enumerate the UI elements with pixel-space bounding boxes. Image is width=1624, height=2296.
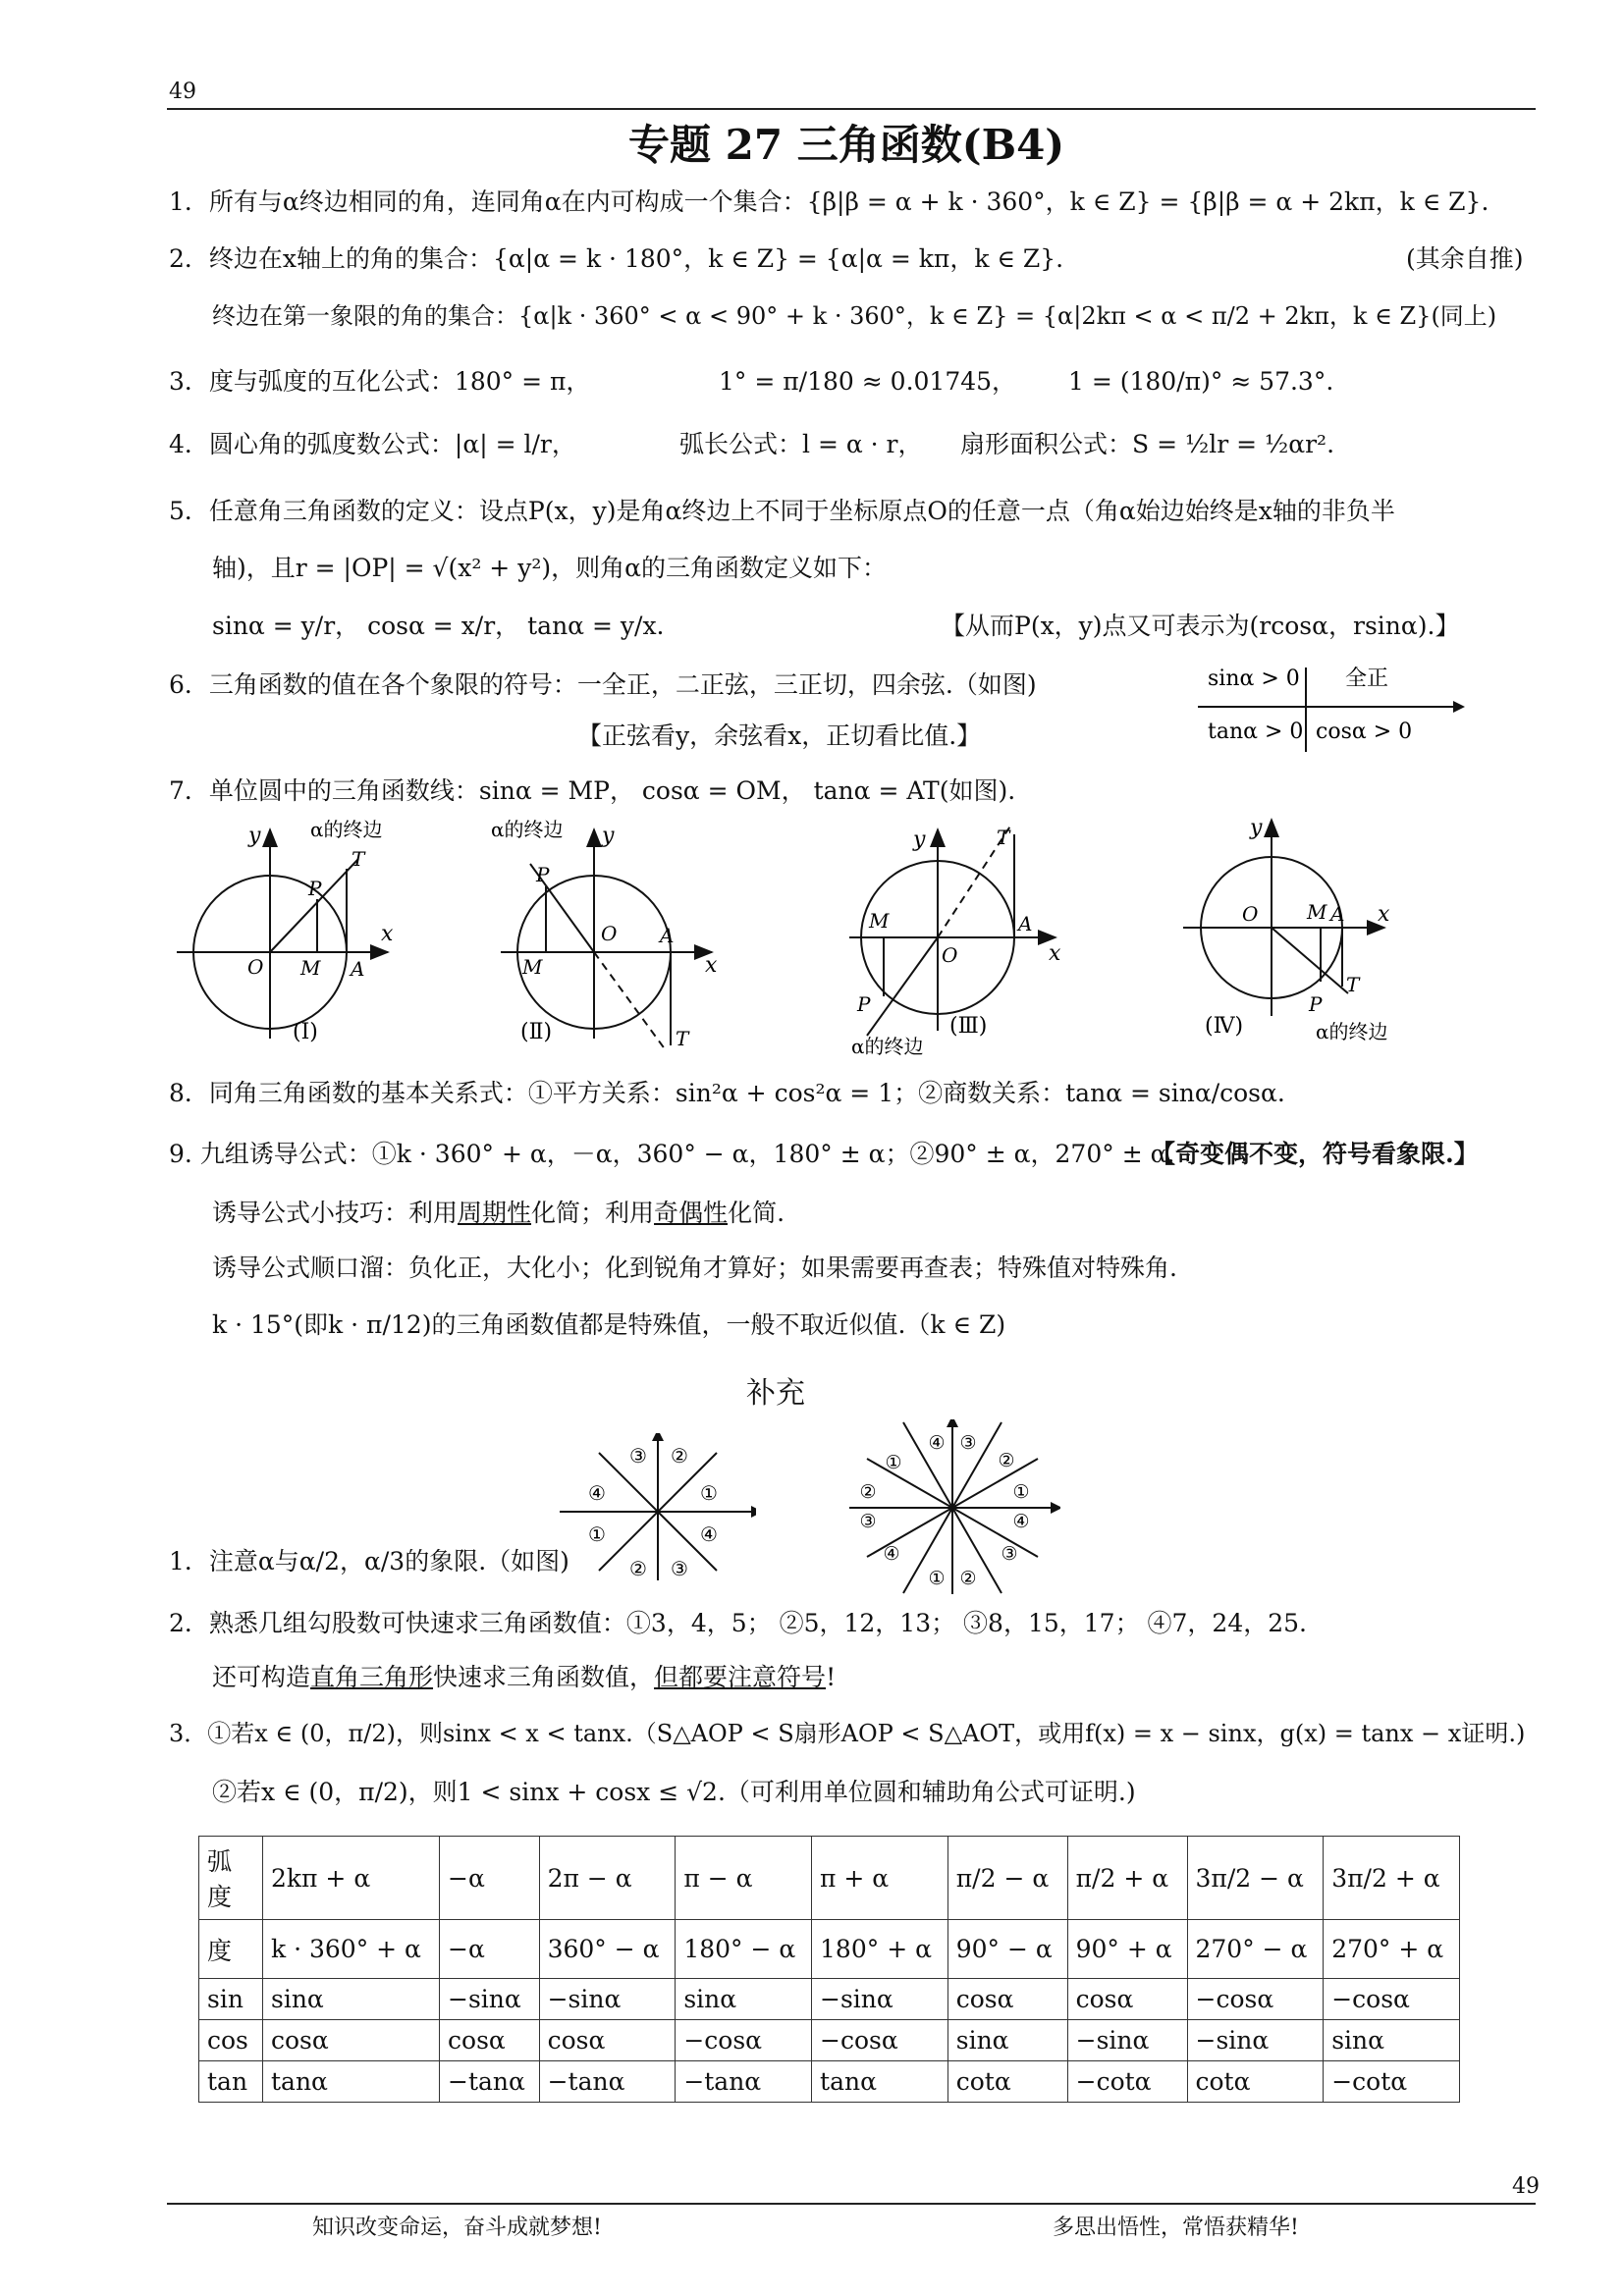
svg-text:T: T (352, 847, 365, 871)
table-row-radians (199, 1837, 1460, 1920)
item-9b-mid: 化简；利用 (531, 1199, 655, 1227)
table-cell: −cotα (1067, 2061, 1187, 2103)
table-cell: sinα (1324, 2020, 1460, 2061)
svg-text:①: ① (885, 1452, 902, 1473)
table-cell: cosα (1067, 1979, 1187, 2020)
svg-text:T: T (997, 826, 1010, 849)
table-cell: −tanα (440, 2061, 540, 2103)
table-cell: 270° − α (1187, 1920, 1324, 1979)
unit-circle-4 (1183, 816, 1390, 1043)
svg-text:T: T (676, 1027, 689, 1050)
svg-text:④: ④ (700, 1522, 718, 1546)
table-cell: π − α (676, 1837, 812, 1920)
item-6a: 6．三角函数的值在各个象限的符号：一全正，二正弦，三正切，四余弦.（如图) (169, 670, 1037, 699)
svg-text:④: ④ (928, 1432, 946, 1454)
page-title: 专题 27 三角函数(B4) (628, 121, 1065, 169)
unit-circle-3 (849, 825, 1061, 1058)
svg-text:③: ③ (959, 1432, 977, 1454)
table-cell: cosα (263, 2020, 440, 2061)
table-cell: −α (440, 1920, 540, 1979)
table-cell: −cosα (1187, 1979, 1324, 2020)
quadrant-sign-diagram (1188, 656, 1473, 762)
table-cell: −tanα (676, 2061, 812, 2103)
table-cell: −cosα (1324, 1979, 1460, 2020)
svg-text:y: y (248, 824, 261, 848)
supplement-2: 2．熟悉几组勾股数可快速求三角函数值：①3，4，5； ②5，12，13； ③8，15，17； ④7，24，25. (169, 1609, 1307, 1637)
table-cell: cosα (539, 2020, 676, 2061)
table-cell: sinα (947, 2020, 1067, 2061)
svg-text:y: y (602, 824, 615, 848)
item-9a: 9. 九组诱导公式：①k · 360° + α，－α，360° − α，180° ± α；②90° ± α，270° ± α. (169, 1140, 1175, 1168)
table-cell: tanα (812, 2061, 948, 2103)
table-head-cos: cos (199, 2020, 263, 2061)
header-rule (167, 108, 1536, 110)
svg-text:O: O (247, 955, 264, 979)
table-cell: −sinα (1067, 2020, 1187, 2061)
terminal-label-3: α的终边 (851, 1035, 924, 1058)
table-cell: π/2 + α (1067, 1837, 1187, 1920)
table-cell: 180° − α (676, 1920, 812, 1979)
svg-text:④: ④ (1012, 1511, 1030, 1532)
svg-text:②: ② (859, 1481, 877, 1503)
svg-text:①: ① (1012, 1481, 1030, 1503)
table-cell: sinα (676, 1979, 812, 2020)
svg-text:M: M (300, 956, 321, 980)
supplement-3b: ②若x ∈ (0，π/2)，则1 < sinx + cosx ≤ √2.（可利用单位圆和辅助角公式可证明.) (212, 1778, 1136, 1806)
unit-circle-1 (177, 818, 394, 1044)
footer-right-motto: 多思出悟性，常悟获精华! (1053, 2216, 1299, 2240)
svg-text:y: y (1250, 816, 1263, 840)
table-cell: 90° + α (1067, 1920, 1187, 1979)
item-8: 8．同角三角函数的基本关系式：①平方关系：sin²α + cos²α = 1；②商数关系：tanα = sinα/cosα. (169, 1079, 1285, 1107)
third-angle-diagram (844, 1419, 1060, 1596)
table-head-tan: tan (199, 2061, 263, 2103)
svg-text:O: O (601, 922, 618, 945)
table-cell: cotα (1187, 2061, 1324, 2103)
table-cell: cosα (947, 1979, 1067, 2020)
svg-text:y: y (913, 828, 926, 852)
terminal-label-1: α的终边 (310, 818, 383, 841)
svg-text:A: A (351, 957, 365, 981)
item-3a: 3．度与弧度的互化公式：180° = π， (169, 367, 591, 396)
table-cell: π + α (812, 1837, 948, 1920)
induction-formula-table (198, 1836, 1460, 2103)
svg-text:③: ③ (629, 1444, 647, 1468)
circle-label-4: (Ⅳ) (1205, 1014, 1244, 1039)
table-head-degrees: 度 (199, 1920, 263, 1979)
svg-text:④: ④ (588, 1481, 606, 1505)
svg-text:②: ② (998, 1450, 1015, 1471)
table-cell: 90° − α (947, 1920, 1067, 1979)
quadrant-1-label: 全正 (1345, 667, 1389, 691)
svg-text:②: ② (671, 1444, 688, 1468)
svg-text:①: ① (588, 1522, 606, 1546)
item-9b-post: 化简. (728, 1199, 785, 1227)
table-cell: −sinα (812, 1979, 948, 2020)
supplement-2b-post: ! (826, 1663, 837, 1691)
item-4c: 扇形面积公式：S = ½lr = ½αr². (960, 430, 1335, 458)
item-9b-parity: 奇偶性 (654, 1199, 729, 1227)
table-cell: −sinα (440, 1979, 540, 2020)
item-5b: 轴)，且r = |OP| = √(x² + y²)，则角α的三角函数定义如下： (212, 554, 887, 582)
svg-text:M: M (1307, 900, 1327, 924)
table-head-sin: sin (199, 1979, 263, 2020)
table-cell: −α (440, 1837, 540, 1920)
item-2a: 2．终边在x轴上的角的集合：{α|α = k · 180°，k ∈ Z} = {α|α = kπ，k ∈ Z}. (169, 244, 1064, 273)
table-cell: −tanα (539, 2061, 676, 2103)
item-9a-mnemonic: 【奇变偶不变，符号看象限.】 (1151, 1140, 1479, 1168)
item-5c: sinα = y/r， cosα = x/r， tanα = y/x. (212, 612, 665, 640)
table-cell: −sinα (539, 1979, 676, 2020)
svg-text:x: x (705, 953, 718, 978)
circle-label-3: (Ⅲ) (949, 1014, 988, 1039)
circle-label-1: (Ⅰ) (293, 1020, 318, 1044)
table-row-degrees (199, 1920, 1460, 1979)
item-4b: 弧长公式：l = α · r， (679, 430, 923, 458)
table-row-cos (199, 2020, 1460, 2061)
footer-left-motto: 知识改变命运，奋斗成就梦想! (312, 2216, 602, 2240)
supplement-heading: 补充 (746, 1376, 805, 1411)
svg-text:P: P (536, 863, 550, 886)
svg-text:M: M (869, 909, 890, 933)
svg-text:P: P (308, 877, 322, 900)
svg-text:③: ③ (1001, 1543, 1018, 1565)
footer-page-number: 49 (1512, 2174, 1540, 2199)
table-cell: 2π − α (539, 1837, 676, 1920)
terminal-label-4: α的终边 (1316, 1020, 1388, 1043)
item-7: 7．单位圆中的三角函数线：sinα = MP， cosα = OM， tanα = AT(如图). (169, 776, 1016, 805)
table-cell: −cosα (676, 2020, 812, 2061)
table-cell: −cotα (1324, 2061, 1460, 2103)
unit-circle-diagrams (167, 815, 1443, 1060)
table-cell: cosα (440, 2020, 540, 2061)
table-cell: 3π/2 − α (1187, 1837, 1324, 1920)
unit-circle-2 (491, 818, 718, 1050)
item-4a: 4．圆心角的弧度数公式：|α| = l/r， (169, 430, 576, 458)
footer-rule (167, 2203, 1536, 2205)
item-9b-periodicity: 周期性 (458, 1199, 532, 1227)
item-3b: 1° = π/180 ≈ 0.01745， (719, 367, 1017, 396)
half-angle-diagram (560, 1433, 756, 1590)
table-cell: 2kπ + α (263, 1837, 440, 1920)
item-9c: 诱导公式顺口溜：负化正，大化小；化到锐角才算好；如果需要再查表；特殊值对特殊角. (212, 1254, 1177, 1282)
supplement-2b-pre: 还可构造 (212, 1663, 311, 1691)
quadrant-4-label: cosα > 0 (1316, 720, 1413, 744)
item-9b-pre: 诱导公式小技巧：利用 (212, 1199, 459, 1227)
table-cell: −cosα (812, 2020, 948, 2061)
svg-text:O: O (942, 943, 958, 967)
svg-text:x: x (381, 922, 394, 946)
svg-text:①: ① (700, 1481, 718, 1505)
terminal-label-2: α的终边 (491, 818, 564, 841)
svg-text:A: A (1330, 902, 1345, 926)
svg-text:A: A (660, 924, 675, 947)
supplement-1: 1．注意α与α/2，α/3的象限.（如图) (169, 1547, 569, 1575)
header-page-number: 49 (169, 80, 196, 104)
svg-text:x: x (1378, 902, 1390, 927)
item-5d: 【从而P(x，y)点又可表示为(rcosα，rsinα).】 (941, 612, 1460, 640)
svg-text:P: P (1309, 992, 1323, 1016)
item-5a: 5．任意角三角函数的定义：设点P(x，y)是角α终边上不同于坐标原点O的任意一点（角α始边始终是x轴的非负半 (169, 497, 1395, 525)
svg-text:O: O (1242, 902, 1259, 926)
supplement-2b (212, 1662, 836, 1693)
item-9b (212, 1198, 785, 1229)
item-9d: k · 15°(即k · π/12)的三角函数值都是特殊值，一般不取近似值.（k ∈ Z) (212, 1310, 1006, 1339)
table-head-radians: 弧度 (199, 1837, 263, 1920)
table-cell: cotα (947, 2061, 1067, 2103)
svg-text:③: ③ (859, 1511, 877, 1532)
quadrant-3-label: tanα > 0 (1208, 720, 1304, 744)
table-cell: 360° − α (539, 1920, 676, 1979)
table-cell: k · 360° + α (263, 1920, 440, 1979)
item-6b: 【正弦看y，余弦看x，正切看比值.】 (577, 721, 982, 750)
svg-text:P: P (857, 992, 871, 1016)
svg-text:④: ④ (883, 1543, 900, 1565)
supplement-2b-note-sign: 但都要注意符号 (654, 1663, 827, 1691)
item-3c: 1 = (180/π)° ≈ 57.3°. (1068, 367, 1334, 396)
table-row-tan (199, 2061, 1460, 2103)
svg-text:③: ③ (671, 1557, 688, 1580)
circle-label-2: (Ⅱ) (520, 1020, 553, 1044)
item-2a-note: (其余自推) (1406, 244, 1524, 273)
table-cell: π/2 − α (947, 1837, 1067, 1920)
svg-text:x: x (1049, 941, 1061, 966)
item-1: 1．所有与α终边相同的角，连同角α在内可构成一个集合：{β|β = α + k · 360°，k ∈ Z} = {β|β = α + 2kπ，k ∈ Z}. (169, 187, 1489, 216)
table-cell: 270° + α (1324, 1920, 1460, 1979)
table-cell: 180° + α (812, 1920, 948, 1979)
item-2b: 终边在第一象限的角的集合：{α|k · 360° < α < 90° + k · 360°，k ∈ Z} = {α|2kπ < α < π/2 + 2kπ，k ∈ Z}(同上) (212, 302, 1497, 330)
table-row-sin (199, 1979, 1460, 2020)
table-cell: tanα (263, 2061, 440, 2103)
quadrant-2-label: sinα > 0 (1208, 667, 1300, 691)
svg-text:②: ② (959, 1568, 977, 1589)
table-cell: 3π/2 + α (1324, 1837, 1460, 1920)
supplement-2b-right-triangle: 直角三角形 (310, 1663, 434, 1691)
table-cell: −sinα (1187, 2020, 1324, 2061)
table-cell: sinα (263, 1979, 440, 2020)
svg-text:A: A (1018, 912, 1033, 935)
supplement-2b-mid: 快速求三角函数值， (433, 1663, 655, 1691)
svg-text:T: T (1346, 973, 1360, 996)
svg-text:M: M (522, 955, 543, 979)
supplement-3a: 3．①若x ∈ (0，π/2)，则sinx < x < tanx.（S△AOP < S扇形AOP < S△AOT，或用f(x) = x − sinx，g(x) = tanx − x证明.) (169, 1720, 1526, 1747)
svg-text:②: ② (629, 1557, 647, 1580)
svg-text:①: ① (928, 1568, 946, 1589)
